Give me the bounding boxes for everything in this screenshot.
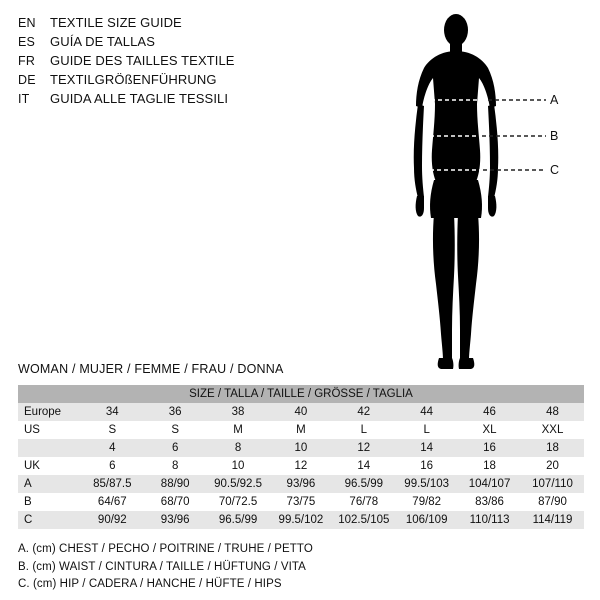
table-row: [18, 439, 584, 457]
cell: 16: [420, 460, 434, 472]
cell: L: [360, 424, 368, 436]
cell: 16: [483, 442, 496, 454]
measurement-legend: [18, 541, 578, 594]
cell: 114/119: [532, 514, 573, 526]
cell: 38: [231, 406, 245, 418]
cell: 102.5/105: [338, 514, 390, 526]
cell: 6: [171, 442, 179, 454]
language-text-de: TEXTILGRÖßENFÜHRUNG: [50, 72, 217, 87]
cell: 12: [294, 460, 308, 472]
table-header-row: [18, 385, 584, 403]
cell: XXL: [541, 424, 564, 436]
cell: 40: [294, 406, 308, 418]
cell: XL: [482, 424, 497, 436]
language-row: [18, 52, 318, 70]
language-code-it: IT: [18, 92, 30, 106]
table-row: [18, 511, 584, 529]
language-header-block: [18, 14, 318, 109]
cell: 70/72.5: [218, 496, 258, 508]
cell: M: [296, 424, 306, 436]
language-row: [18, 71, 318, 89]
cell: 64/67: [97, 496, 127, 508]
cell: 106/109: [405, 514, 448, 526]
size-table: [18, 385, 584, 529]
cell: 18: [546, 442, 559, 454]
language-row: [18, 90, 318, 108]
table-row: [18, 403, 584, 421]
cell: 83/86: [475, 496, 504, 508]
cell: 87/90: [538, 496, 567, 508]
cell: 34: [105, 406, 119, 418]
legend-item-a: A. (cm) CHEST / PECHO / POITRINE / TRUHE / PETTO: [18, 543, 313, 555]
cell: 46: [483, 406, 496, 418]
legend-item-b: B. (cm) WAIST / CINTURA / TAILLE / HÜFTUNG / VITA: [18, 560, 306, 573]
cell: 96.5/99: [218, 514, 258, 526]
cell: 18: [483, 460, 496, 472]
row-label-a: A: [24, 478, 32, 490]
table-row: [18, 493, 584, 511]
cell: 68/70: [160, 496, 190, 508]
cell: 8: [171, 460, 179, 472]
language-row: [18, 14, 318, 32]
cell: 110/113: [469, 514, 510, 526]
language-code-fr: FR: [18, 54, 36, 68]
cell: S: [108, 424, 117, 436]
cell: L: [423, 424, 430, 436]
cell: 90.5/92.5: [214, 478, 263, 490]
language-code-en: EN: [18, 16, 36, 30]
cell: 36: [168, 406, 182, 418]
language-code-es: ES: [18, 35, 36, 49]
language-text-it: GUIDA ALLE TAGLIE TESSILI: [50, 91, 229, 106]
table-header-label: SIZE / TALLA / TAILLE / GRÖSSE / TAGLIA: [189, 388, 413, 400]
legend-item-c: C. (cm) HIP / CADERA / HANCHE / HÜFTE / HIPS: [18, 578, 282, 590]
language-text-en: TEXTILE SIZE GUIDE: [50, 15, 182, 30]
table-row: [18, 421, 584, 439]
row-label-us: US: [24, 424, 40, 436]
cell: 93/96: [160, 514, 190, 526]
cell: 42: [357, 406, 371, 418]
cell: 99.5/103: [404, 478, 450, 490]
table-row: [18, 475, 584, 493]
cell: 99.5/102: [278, 514, 324, 526]
language-code-de: DE: [18, 73, 36, 87]
section-title: WOMAN / MUJER / FEMME / FRAU / DONNA: [18, 362, 284, 376]
cell: 10: [231, 460, 245, 472]
cell: 14: [357, 460, 371, 472]
cell: S: [171, 424, 180, 436]
language-text-fr: GUIDE DES TAILLES TEXTILE: [50, 53, 235, 68]
measure-label-b: B: [550, 129, 559, 143]
cell: 79/82: [412, 496, 442, 508]
language-row: [18, 33, 318, 51]
cell: 12: [357, 442, 371, 454]
cell: 76/78: [349, 496, 379, 508]
cell: 90/92: [97, 514, 127, 526]
cell: 8: [234, 442, 242, 454]
cell: 96.5/99: [344, 478, 383, 490]
cell: 10: [294, 442, 308, 454]
cell: 88/90: [160, 478, 190, 490]
cell: 85/87.5: [93, 478, 132, 490]
cell: 14: [420, 442, 434, 454]
cell: 48: [546, 406, 559, 418]
cell: 6: [109, 460, 116, 472]
cell: 20: [546, 460, 559, 472]
row-label-us-numeric: [18, 439, 81, 457]
cell: M: [233, 424, 243, 436]
cell: 104/107: [468, 478, 511, 490]
measure-label-c: C: [550, 163, 560, 177]
table-row: [18, 457, 584, 475]
row-label-europe: Europe: [24, 406, 62, 418]
cell: 93/96: [286, 478, 316, 490]
female-silhouette-icon: [338, 8, 588, 378]
body-figure: [338, 8, 588, 378]
cell: 44: [420, 406, 434, 418]
language-text-es: GUÍA DE TALLAS: [50, 34, 155, 49]
cell: 4: [109, 442, 116, 454]
size-table-wrap: [18, 385, 584, 529]
row-label-uk: UK: [24, 460, 40, 472]
cell: 107/110: [532, 478, 573, 490]
row-label-b: B: [24, 496, 32, 508]
measure-label-a: A: [550, 93, 559, 107]
cell: 73/75: [286, 496, 316, 508]
row-label-c: C: [24, 514, 33, 526]
